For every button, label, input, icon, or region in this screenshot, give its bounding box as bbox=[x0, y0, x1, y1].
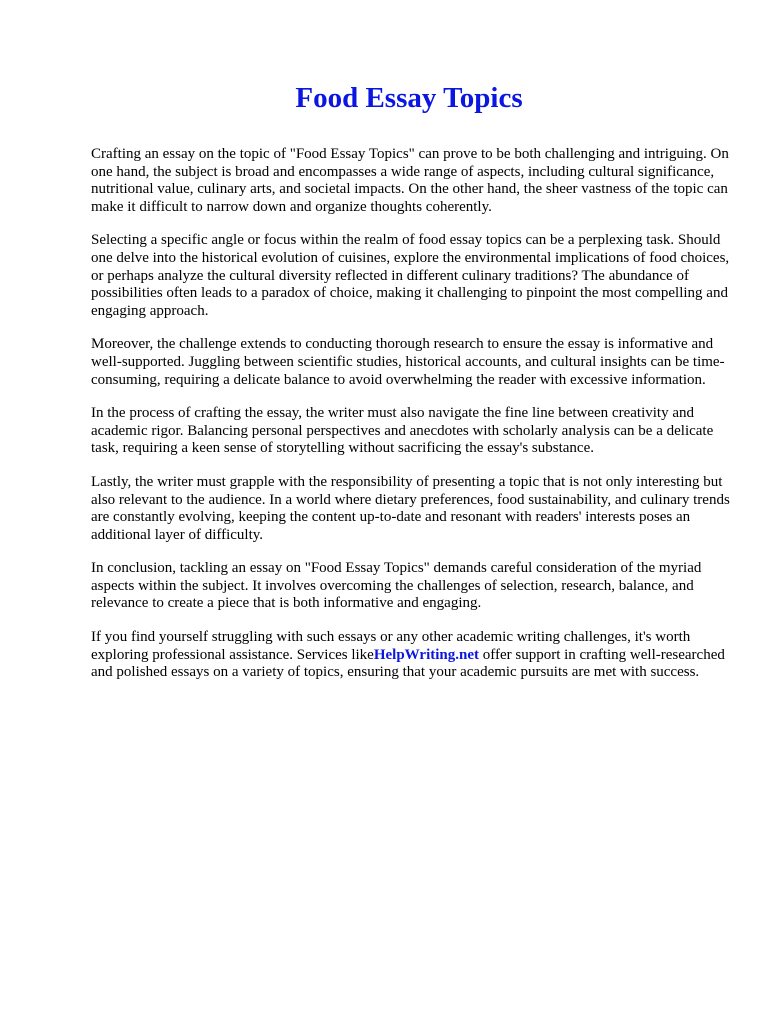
paragraph-7 bbox=[91, 629, 731, 682]
paragraph-1: Crafting an essay on the topic of "Food Essay Topics" can prove to be both challenging and intriguing. On one hand, the subject is broad and encompasses a wide range of aspects, including cultural significance, nutritional value, culinary arts, and societal impacts. On the other hand, the sheer vastness of the topic can make it difficult to narrow down and organize thoughts coherently. bbox=[91, 146, 729, 215]
paragraph-7-intro: If you find yourself struggling with such essays or any other academic writing challenges, it's worth exploring professional assistance. Services like bbox=[91, 629, 691, 663]
paragraph-2: Selecting a specific angle or focus within the realm of food essay topics can be a perplexing task. Should one delve into the historical evolution of cuisines, explore the environmental implications of food choices, or perhaps analyze the cultural diversity reflected in different culinary traditions? The abundance of possibilities often leads to a paradox of choice, making it challenging to pinpoint the most compelling and engaging approach. bbox=[91, 232, 730, 319]
page-title: Food Essay Topics bbox=[295, 82, 523, 114]
paragraph-3: Moreover, the challenge extends to conducting thorough research to ensure the essay is informative and well-supported. Juggling between scientific studies, historical accounts, and cultural insights can be time-consuming, requiring a delicate balance to avoid overwhelming the reader with excessive information. bbox=[91, 336, 725, 388]
paragraph-7-outro: offer support in crafting well-researched and polished essays on a variety of topics, ensuring that your academic pursuits are met with success. bbox=[91, 646, 725, 681]
paragraph-5: Lastly, the writer must grapple with the responsibility of presenting a topic that is not only interesting but also relevant to the audience. In a world where dietary preferences, food sustainability, and culinary trends are constantly evolving, keeping the content up-to-date and resonant with readers' interests poses an additional layer of difficulty. bbox=[91, 473, 730, 543]
paragraph-4: In the process of crafting the essay, the writer must also navigate the fine line between creativity and academic rigor. Balancing personal perspectives and anecdotes with scholarly analysis can be a delicate task, requiring a keen sense of storytelling without sacrificing the essay's substance. bbox=[91, 405, 714, 457]
paragraph-6: In conclusion, tackling an essay on "Food Essay Topics" demands careful consideration of the myriad aspects within the subject. It involves overcoming the challenges of selection, research, balance, and relevance to create a piece that is both informative and engaging. bbox=[91, 560, 702, 612]
helpwriting-link[interactable]: HelpWriting.net bbox=[373, 646, 479, 663]
essay-body bbox=[91, 146, 731, 698]
